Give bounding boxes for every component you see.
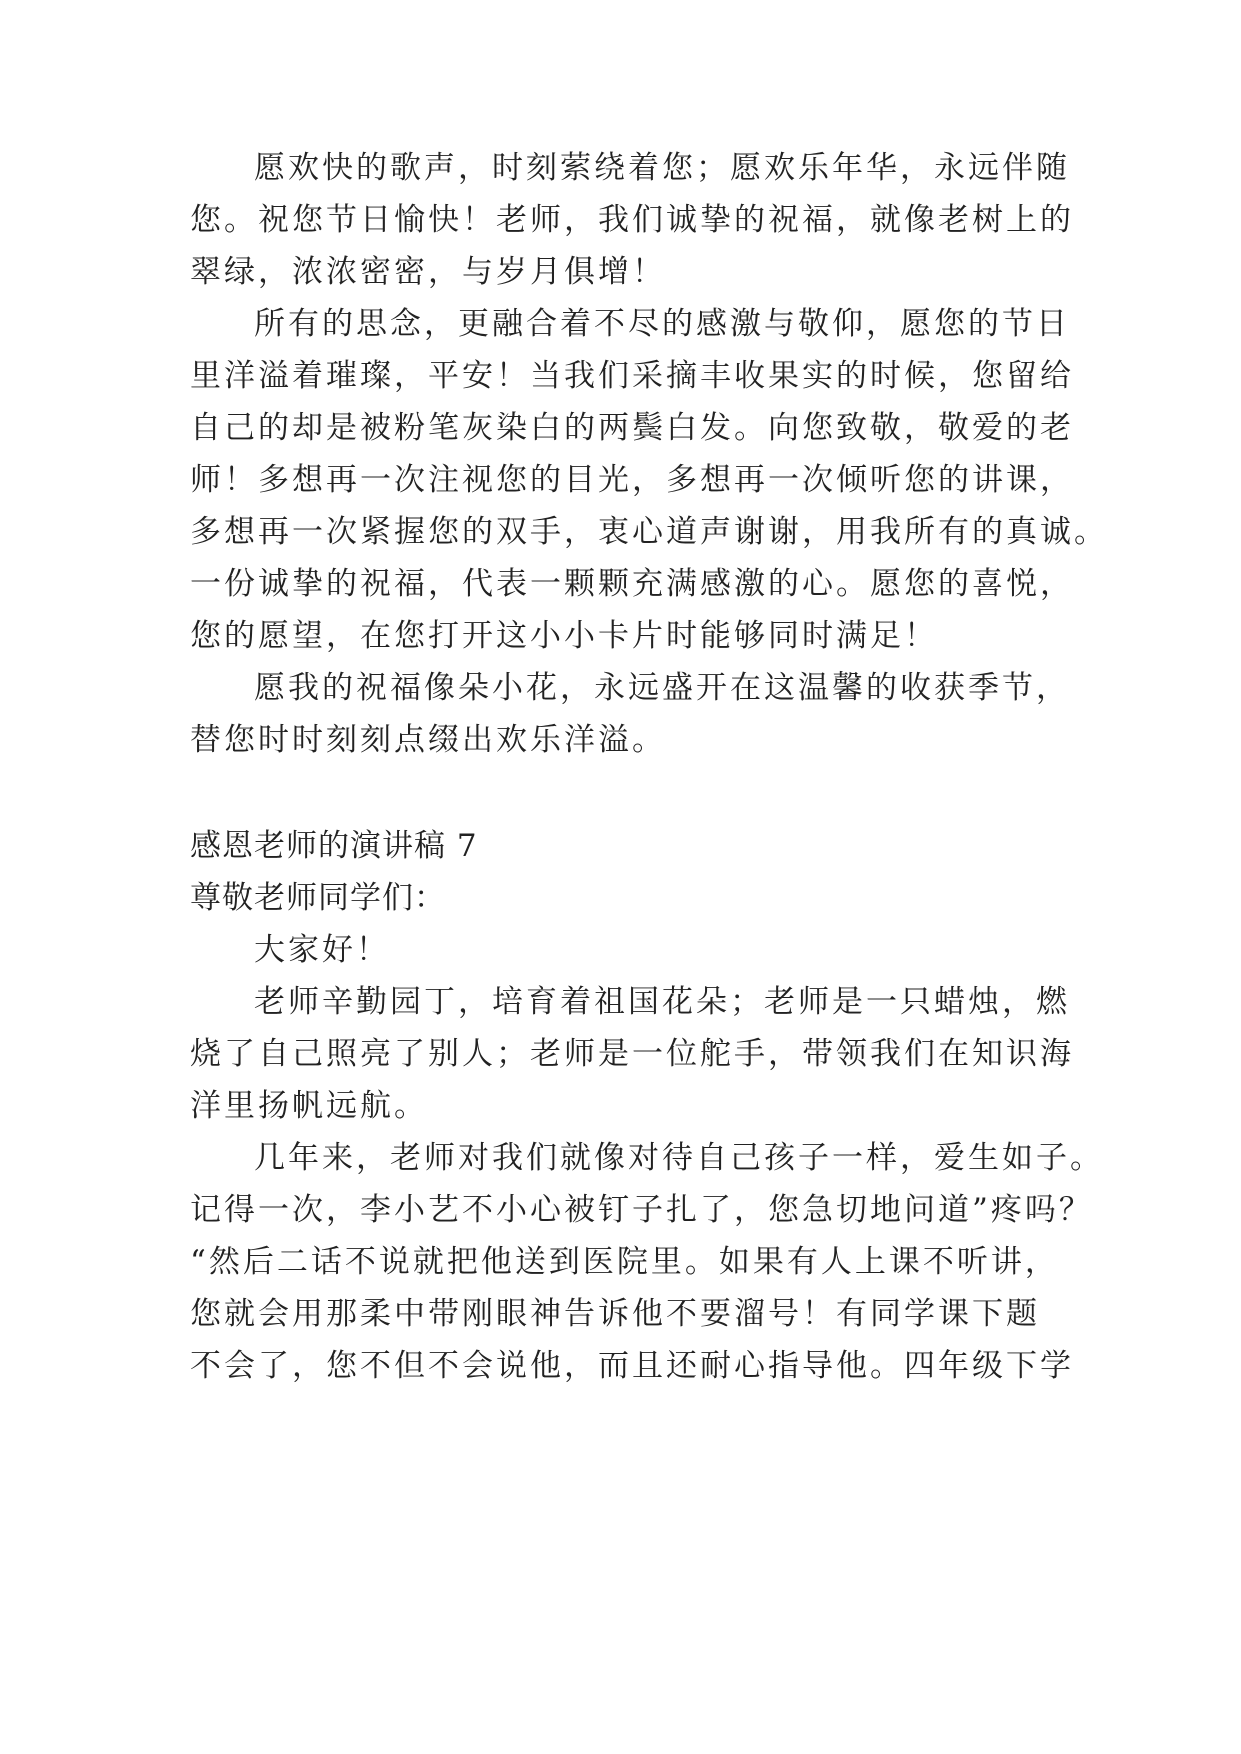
paragraph-line: 您就会用那柔中带刚眼神告诉他不要溜号！有同学课下题 [190,1296,1040,1332]
salutation: 尊敬老师同学们： [190,880,446,916]
greeting: 大家好！ [254,932,390,968]
paragraph-line: 几年来，老师对我们就像对待自己孩子一样，爱生如子。 [254,1140,1104,1176]
paragraph-line: 老师辛勤园丁，培育着祖国花朵；老师是一只蜡烛，燃 [254,984,1070,1020]
section-title: 感恩老师的演讲稿 7 [190,828,478,864]
paragraph-line: 您的愿望，在您打开这小小卡片时能够同时满足！ [190,618,938,654]
paragraph-line: 里洋溢着璀璨，平安！当我们采摘丰收果实的时候，您留给 [190,358,1074,394]
paragraph-line: 翠绿，浓浓密密，与岁月俱增！ [190,254,666,290]
paragraph-line: 愿我的祝福像朵小花，永远盛开在这温馨的收获季节， [254,670,1070,706]
paragraph-line: 自己的却是被粉笔灰染白的两鬓白发。向您致敬，敬爱的老 [190,410,1074,446]
paragraph-line: 多想再一次紧握您的双手，衷心道声谢谢，用我所有的真诚。 [190,514,1108,550]
paragraph-line: 您。祝您节日愉快！老师，我们诚挚的祝福，就像老树上的 [190,202,1074,238]
paragraph-line: “然后二话不说就把他送到医院里。如果有人上课不听讲， [190,1244,1059,1280]
paragraph-line: 不会了，您不但不会说他，而且还耐心指导他。四年级下学 [190,1348,1074,1384]
paragraph-line: 洋里扬帆远航。 [190,1088,428,1124]
paragraph-line: 愿欢快的歌声，时刻萦绕着您；愿欢乐年华，永远伴随 [254,150,1070,186]
paragraph-line: 一份诚挚的祝福，代表一颗颗充满感激的心。愿您的喜悦， [190,566,1074,602]
paragraph-line: 烧了自己照亮了别人；老师是一位舵手，带领我们在知识海 [190,1036,1074,1072]
paragraph-line: 师！多想再一次注视您的目光，多想再一次倾听您的讲课， [190,462,1074,498]
paragraph-line: 替您时时刻刻点缀出欢乐洋溢。 [190,722,666,758]
paragraph-line: 记得一次，李小艺不小心被钉子扎了，您急切地问道”疼吗？ [190,1192,1093,1228]
paragraph-line: 所有的思念，更融合着不尽的感激与敬仰，愿您的节日 [254,306,1070,342]
